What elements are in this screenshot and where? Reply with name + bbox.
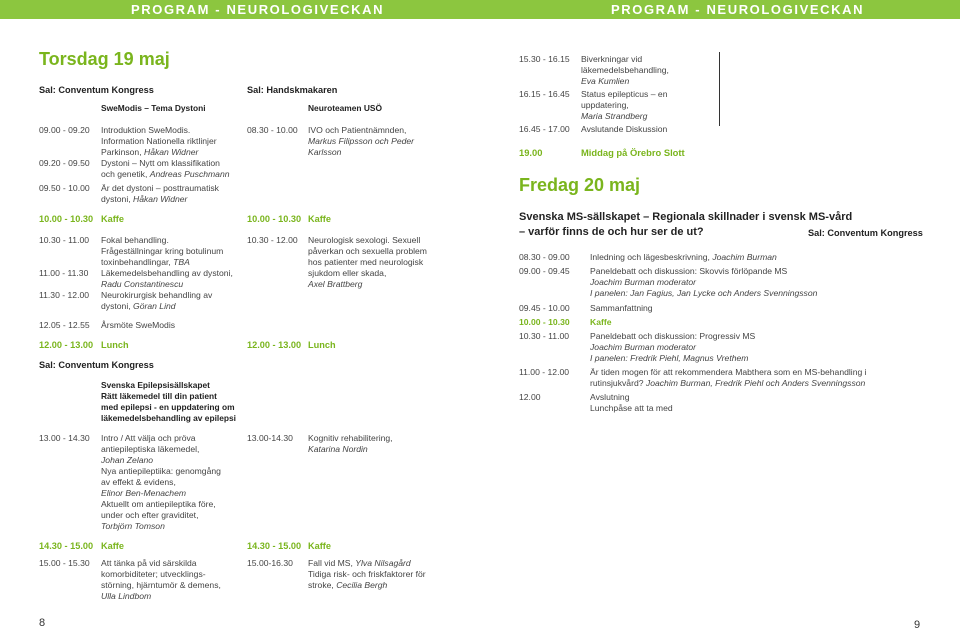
session-text: Fokal behandling. xyxy=(101,235,169,245)
session-text: Läkemedelsbehandling av dystoni, xyxy=(101,268,233,278)
session-text-part: dystoni, xyxy=(101,301,134,311)
session-item xyxy=(581,54,711,87)
session-text: påverkan och sexuella problem xyxy=(308,246,427,256)
session-text: Neurologisk sexologi. Sexuell xyxy=(308,235,421,245)
session-item xyxy=(101,290,246,312)
session-text: under och efter graviditet, xyxy=(101,510,199,520)
session-text xyxy=(101,301,246,312)
session-text: Dystoni – Nytt om klassifikation xyxy=(101,158,220,168)
speaker-name: Axel Brattberg xyxy=(308,279,363,289)
session-item xyxy=(590,392,790,414)
break-time-coffee-b: 10.00 - 10.30 xyxy=(247,214,302,224)
dinner-label: Middag på Örebro Slott xyxy=(581,147,685,158)
break-time-coffee-fri: 10.00 - 10.30 xyxy=(519,317,570,327)
header-band-right xyxy=(480,0,960,19)
session-text: Är det dystoni – posttraumatisk xyxy=(101,183,219,193)
break-label-coffee-fri: Kaffe xyxy=(590,317,612,327)
header-line: med epilepsi - en uppdatering om xyxy=(101,401,235,412)
ms-session-title: Svenska MS-sällskapet – Regionala skillnader i svensk MS-vård xyxy=(519,211,853,223)
panel: I panelen: Jan Fagius, Jan Lycke och Anders Svenningsson xyxy=(590,288,818,298)
session-text xyxy=(101,147,241,158)
header-band-left xyxy=(0,0,480,19)
session-text: Lunchpåse att ta med xyxy=(590,403,673,413)
session-text-part: Parkinson, xyxy=(101,147,144,157)
session-text: Aktuellt om antiepileptika före, xyxy=(101,499,216,509)
time-0945-fri: 09.45 - 10.00 xyxy=(519,303,570,313)
header-line: Svenska Epilepsisällskapet xyxy=(101,380,210,390)
speaker-name: Markus Filipsson och Peder xyxy=(308,136,415,146)
speaker-name: TBA xyxy=(173,257,190,267)
break-time-lunch-b: 12.00 - 13.00 xyxy=(247,340,302,350)
speaker-names: Joachim Burman, Fredrik Piehl och Anders Svenningsson xyxy=(645,378,866,388)
session-text xyxy=(101,194,246,205)
session-text: antiepileptiska läkemedel, xyxy=(101,444,200,454)
session-text xyxy=(101,169,246,180)
session-text: komorbiditeter; utvecklings- xyxy=(101,569,206,579)
speaker-name: Radu Constantinescu xyxy=(101,279,184,289)
moderator: Joachim Burman moderator xyxy=(590,277,697,287)
session-text: Paneldebatt och diskussion: Skovvis förlöpande MS xyxy=(590,266,788,276)
session-text: sjukdom eller skada, xyxy=(308,268,387,278)
session-item xyxy=(101,433,241,532)
time-1100-fri: 11.00 - 12.00 xyxy=(519,367,570,377)
time-1300: 13.00 - 14.30 xyxy=(39,433,90,443)
time-1300-b: 13.00-14.30 xyxy=(247,433,293,443)
dinner-time: 19.00 xyxy=(519,147,543,158)
session-text: IVO och Patientnämnden, xyxy=(308,125,407,135)
session-item xyxy=(581,89,711,122)
session-text-part: toxinbehandlingar, xyxy=(101,257,174,267)
session-text xyxy=(101,257,246,268)
break-time-coffee: 10.00 - 10.30 xyxy=(39,214,94,224)
session-text: Neurokirurgisk behandling av xyxy=(101,290,213,300)
session-text: uppdatering, xyxy=(581,100,629,110)
session-item xyxy=(308,433,458,455)
session-header-epilepsi xyxy=(101,380,236,424)
break-label-coffee-b2: Kaffe xyxy=(308,541,331,551)
session-text: hos patienter med neurologisk xyxy=(308,257,424,267)
ms-session-subtitle: – varför finns de och hur ser de ut? xyxy=(519,226,704,238)
session-text-part: rutinsjukvård? xyxy=(590,378,646,388)
session-item xyxy=(308,125,458,158)
time-1500-b: 15.00-16.30 xyxy=(247,558,293,568)
session-text: Introduktion SweModis. xyxy=(101,125,191,135)
session-text: läkemedelsbehandling, xyxy=(581,65,669,75)
session-text: Intro / Att välja och pröva xyxy=(101,433,196,443)
time-1615: 16.15 - 16.45 xyxy=(519,89,570,99)
speaker-name: Göran Lind xyxy=(133,301,176,311)
time-0950: 09.50 - 10.00 xyxy=(39,183,90,193)
session-item xyxy=(101,268,246,290)
break-label-coffee: Kaffe xyxy=(101,214,124,224)
session-text-part: dystoni, xyxy=(101,194,134,204)
session-text: av effekt & evidens, xyxy=(101,477,176,487)
time-1030-b: 10.30 - 12.00 xyxy=(247,235,298,245)
time-0830-fri: 08.30 - 09.00 xyxy=(519,252,570,262)
speaker-name: Elinor Ben-Menachem xyxy=(101,488,187,498)
session-text: Information Nationella riktlinjer xyxy=(101,136,217,146)
session-text: Kognitiv rehabilitering, xyxy=(308,433,393,443)
time-0900-fri: 09.00 - 09.45 xyxy=(519,266,570,276)
room-label-conventum: Sal: Conventum Kongress xyxy=(39,85,154,95)
speaker-name: Ulla Lindbom xyxy=(101,591,152,601)
session-text-part: stroke, xyxy=(308,580,337,590)
banner-title-left: PROGRAM - NEUROLOGIVECKAN xyxy=(131,2,385,17)
session-text-part: och genetik, xyxy=(101,169,150,179)
session-text: Paneldebatt och diskussion: Progressiv MS xyxy=(590,331,756,341)
break-label-coffee-b: Kaffe xyxy=(308,214,331,224)
speaker-name: Joachim Burman xyxy=(712,252,777,262)
room-label-conventum-2: Sal: Conventum Kongress xyxy=(39,360,154,370)
moderator: Joachim Burman moderator xyxy=(590,342,697,352)
session-text: Avslutning xyxy=(590,392,630,402)
room-label-handskmakaren: Sal: Handskmakaren xyxy=(247,85,338,95)
banner-title-right: PROGRAM - NEUROLOGIVECKAN xyxy=(611,2,865,17)
break-label-lunch-b: Lunch xyxy=(308,340,336,350)
break-time-lunch: 12.00 - 13.00 xyxy=(39,340,94,350)
session-item xyxy=(590,367,935,389)
speaker-name: Eva Kumlien xyxy=(581,76,630,86)
session-text xyxy=(590,378,935,389)
header-line: läkemedelsbehandling av epilepsi xyxy=(101,412,236,423)
session-item xyxy=(101,235,246,268)
session-item xyxy=(101,158,246,180)
break-time-coffee-2: 14.30 - 15.00 xyxy=(39,541,94,551)
session-text: Årsmöte SweModis xyxy=(101,320,176,330)
session-item xyxy=(101,558,246,602)
session-text: Tidiga risk- och friskfaktorer för xyxy=(308,569,426,579)
speaker-name: Maria Strandberg xyxy=(581,111,648,121)
speaker-name: Håkan Widner xyxy=(133,194,188,204)
session-item xyxy=(101,183,246,205)
time-1130: 11.30 - 12.00 xyxy=(39,290,90,300)
session-text xyxy=(308,558,458,569)
time-1030-fri: 10.30 - 11.00 xyxy=(519,331,570,341)
header-line: Rätt läkemedel till din patient xyxy=(101,390,217,401)
session-text-part: Fall vid MS, xyxy=(308,558,356,568)
session-item xyxy=(590,252,777,263)
session-item xyxy=(308,235,458,290)
time-1645: 16.45 - 17.00 xyxy=(519,124,570,134)
room-label-conventum-friday: Sal: Conventum Kongress xyxy=(808,228,923,238)
time-0920: 09.20 - 09.50 xyxy=(39,158,90,168)
time-1530: 15.30 - 16.15 xyxy=(519,54,570,64)
time-1100: 11.00 - 11.30 xyxy=(39,268,89,278)
break-label-lunch: Lunch xyxy=(101,340,129,350)
break-time-coffee-b2: 14.30 - 15.00 xyxy=(247,541,302,551)
session-header-swemodis: SweModis – Tema Dystoni xyxy=(101,103,206,113)
time-1205: 12.05 - 12.55 xyxy=(39,320,90,330)
session-item xyxy=(590,266,930,299)
vertical-divider xyxy=(719,52,720,126)
session-header-neuroteamen: Neuroteamen USÖ xyxy=(308,103,382,113)
session-item xyxy=(101,125,241,158)
session-text-part: Inledning och lägesbeskrivning, xyxy=(590,252,713,262)
day-title-thursday: Torsdag 19 maj xyxy=(39,49,170,69)
session-text: Sammanfattning xyxy=(590,303,653,313)
speaker-name: Andreas Puschmann xyxy=(149,169,230,179)
session-text xyxy=(308,580,458,591)
session-text: Biverkningar vid xyxy=(581,54,643,64)
speaker-name: Håkan Widner xyxy=(144,147,199,157)
session-text: Frågeställningar kring botulinum xyxy=(101,246,224,256)
page-number-right: 9 xyxy=(914,619,921,631)
session-text: Är tiden mogen för att rekommendera Mabthera som en MS-behandling i xyxy=(590,367,867,377)
session-text: Att tänka på vid särskilda xyxy=(101,558,197,568)
break-label-coffee-2: Kaffe xyxy=(101,541,124,551)
time-0830: 08.30 - 10.00 xyxy=(247,125,298,135)
panel: I panelen: Fredrik Piehl, Magnus Vrethem xyxy=(590,353,749,363)
day-title-friday: Fredag 20 maj xyxy=(519,175,641,195)
time-0900: 09.00 - 09.20 xyxy=(39,125,90,135)
session-item xyxy=(308,558,458,591)
speaker-name: Cecilia Bergh xyxy=(336,580,388,590)
speaker-name: Katarina Nordin xyxy=(308,444,368,454)
session-text: störning, hjärntumör & demens, xyxy=(101,580,221,590)
page-number-left: 8 xyxy=(39,617,46,629)
speaker-name: Ylva Nilsagård xyxy=(355,558,411,568)
speaker-name: Torbjörn Tomson xyxy=(101,521,165,531)
session-text: Nya antiepileptiika: genomgång xyxy=(101,466,221,476)
time-1500: 15.00 - 15.30 xyxy=(39,558,90,568)
speaker-name: Karlsson xyxy=(308,147,342,157)
time-1200-fri: 12.00 xyxy=(519,392,541,402)
time-1030: 10.30 - 11.00 xyxy=(39,235,90,245)
session-text: Status epilepticus – en xyxy=(581,89,668,99)
speaker-name: Johan Zelano xyxy=(101,455,154,465)
session-item xyxy=(590,331,930,364)
session-text: Avslutande Diskussion xyxy=(581,124,668,134)
